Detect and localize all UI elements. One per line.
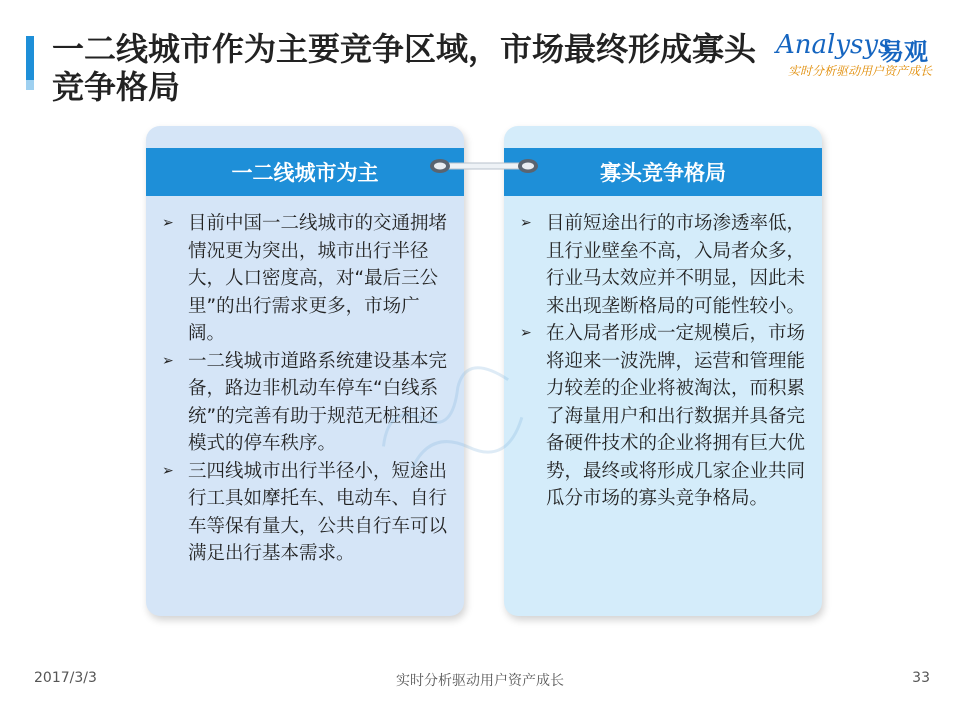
- arrow-bullet-icon: ➢: [520, 215, 532, 231]
- title-accent-bar: [26, 36, 34, 80]
- left-card: [146, 126, 464, 616]
- list-item-text: 目前中国一二线城市的交通拥堵情况更为突出，城市出行半径大，人口密度高，对“最后三公里”的出行需求更多，市场广阔。: [188, 213, 448, 344]
- list-item: [518, 210, 814, 320]
- list-item-text: 目前短途出行的市场渗透率低，且行业壁垒不高，入局者众多，行业马太效应并不明显，因此未来出现垄断格局的可能性较小。: [546, 213, 806, 317]
- footer-date: 2017/3/3: [34, 670, 97, 686]
- arrow-bullet-icon: ➢: [162, 215, 174, 231]
- analysys-logo: [776, 30, 946, 82]
- logo-tagline: 实时分析驱动用户资产成长: [788, 64, 933, 78]
- list-item: [160, 458, 456, 568]
- right-card-heading: 寡头竞争格局: [504, 148, 822, 196]
- page-number: 33: [912, 670, 930, 686]
- title-accent-bar-light: [26, 80, 34, 90]
- right-card: [504, 126, 822, 616]
- list-item-text: 一二线城市道路系统建设基本完备，路边非机动车停车“白线系统”的完善有助于规范无桩租还模式的停车秩序。: [188, 350, 448, 454]
- arrow-bullet-icon: ➢: [520, 325, 532, 341]
- left-card-body: [160, 210, 456, 568]
- logo-brand-cn: 易观: [880, 38, 928, 66]
- list-item-text: 三四线城市出行半径小，短途出行工具如摩托车、电动车、自行车等保有量大，公共自行车可以满足出行基本需求。: [188, 460, 448, 564]
- list-item: [518, 320, 814, 513]
- left-card-heading: 一二线城市为主: [146, 148, 464, 196]
- logo-brand: Analysys: [776, 30, 892, 60]
- list-item-text: 在入局者形成一定规模后，市场将迎来一波洗牌，运营和管理能力较差的企业将被淘汰，而积累了海量用户和出行数据并具备完备硬件技术的企业将拥有巨大优势，最终或将形成几家企业共同瓜分市场的寡头竞争格局。: [546, 323, 806, 509]
- list-item: [160, 348, 456, 458]
- arrow-bullet-icon: ➢: [162, 352, 174, 369]
- page-title: 一二线城市作为主要竞争区域，市场最终形成寡头竞争格局: [52, 30, 757, 106]
- right-card-body: [518, 210, 814, 513]
- arrow-bullet-icon: ➢: [162, 462, 174, 479]
- footer-tagline: 实时分析驱动用户资产成长: [396, 673, 564, 689]
- card-connector-icon: [428, 154, 540, 178]
- list-item: [160, 210, 456, 348]
